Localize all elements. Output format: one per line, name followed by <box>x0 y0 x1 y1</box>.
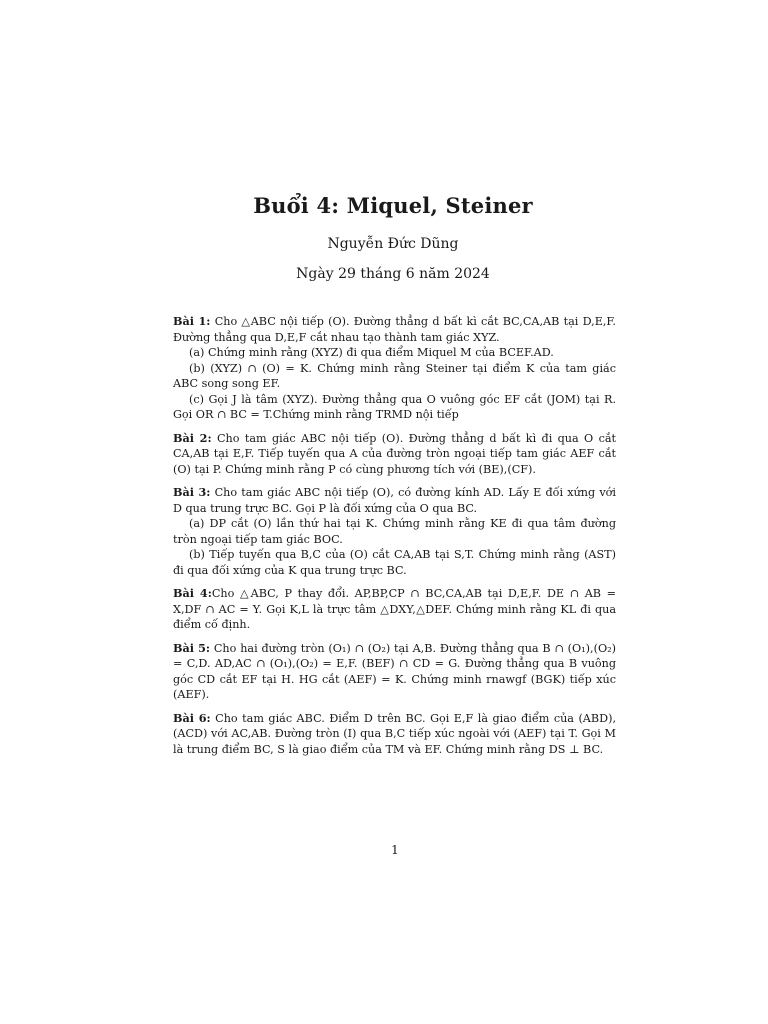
problem-2 <box>173 431 616 478</box>
problem-label: Bài 5: <box>173 640 211 655</box>
problem-text: Cho tam giác ABC. Điểm D trên BC. Gọi E,F là giao điểm của (ABD),(ACD) với AC,AB. Đường tròn (I) qua B,C tiếp xúc ngoài với (AEF) tại T. Gọi M là trung điểm BC, S là giao điểm của TM và EF. Chứng minh rằng DS ⊥ BC. <box>173 711 616 756</box>
problem-6 <box>173 711 616 758</box>
problem-part: (a) Chứng minh rằng (XYZ) đi qua điểm Miquel M của BCEF.AD. <box>189 346 554 359</box>
problem-text: Cho △ABC, P thay đổi. AP,BP,CP ∩ BC,CA,AB tại D,E,F. DE ∩ AB = X,DF ∩ AC = Y. Gọi K,L là trực tâm △DXY,△DEF. Chứng minh rằng KL đi qua điểm cố định. <box>173 587 616 631</box>
problem-statement <box>173 431 616 478</box>
problem-label: Bài 2: <box>173 430 212 445</box>
problem-part: (a) DP cắt (O) lần thứ hai tại K. Chứng minh rằng KE đi qua tâm đường tròn ngoại tiếp tam giác BOC. <box>173 517 616 546</box>
problem-label: Bài 1: <box>173 314 211 328</box>
document-date: Ngày 29 tháng 6 năm 2024 <box>296 266 490 282</box>
problem-list <box>173 314 616 765</box>
problem-5 <box>173 641 616 703</box>
document-author: Nguyễn Đức Dũng <box>327 236 459 252</box>
problem-part: (b) Tiếp tuyến qua B,C của (O) cắt CA,AB tại S,T. Chứng minh rằng (AST) đi qua đối xứng của K qua trung trực BC. <box>173 548 616 577</box>
page-number: 1 <box>391 843 399 857</box>
problem-1 <box>173 314 616 423</box>
problem-part: (c) Gọi J là tâm (XYZ). Đường thẳng qua O vuông góc EF cắt (JOM) tại R. Gọi OR ∩ BC = T.Chứng minh rằng TRMD nội tiếp <box>173 392 616 421</box>
problem-statement <box>173 586 616 633</box>
problem-text: Cho △ABC nội tiếp (O). Đường thẳng d bất kì cắt BC,CA,AB tại D,E,F. Đường thẳng qua D,E,F cắt nhau tạo thành tam giác XYZ. <box>173 315 616 344</box>
problem-statement <box>173 711 616 758</box>
problem-statement <box>173 641 616 703</box>
problem-statement <box>173 314 616 345</box>
problem-statement <box>173 485 616 516</box>
problem-text: Cho tam giác ABC nội tiếp (O), có đường kính AD. Lấy E đối xứng với D qua trung trực BC. Gọi P là đối xứng của O qua BC. <box>173 486 616 515</box>
problem-label: Bài 4: <box>173 586 212 600</box>
problem-text: Cho tam giác ABC nội tiếp (O). Đường thẳng d bất kì đi qua O cắt CA,AB tại E,F. Tiếp tuyến qua A của đường tròn ngoại tiếp tam giác AEF cắt (O) tại P. Chứng minh rằng P có cùng phương tích với (BE),(CF). <box>173 431 616 476</box>
problem-part: (b) (XYZ) ∩ (O) = K. Chứng minh rằng Steiner tại điểm K của tam giác ABC song song EF. <box>173 361 616 390</box>
problem-3 <box>173 485 616 578</box>
problem-4 <box>173 586 616 633</box>
problem-text: Cho hai đường tròn (O₁) ∩ (O₂) tại A,B. Đường thẳng qua B ∩ (O₁),(O₂) = C,D. AD,AC ∩ (O₁),(O₂) = E,F. (BEF) ∩ CD = G. Đường thẳng qua B vuông góc CD cắt EF tại H. HG cắt (AEF) = K. Chứng minh rnawgf (BGK) tiếp xúc (AEF). <box>173 641 616 701</box>
problem-label: Bài 3: <box>173 485 211 499</box>
problem-label: Bài 6: <box>173 710 211 725</box>
document-title: Buổi 4: Miquel, Steiner <box>253 193 533 218</box>
